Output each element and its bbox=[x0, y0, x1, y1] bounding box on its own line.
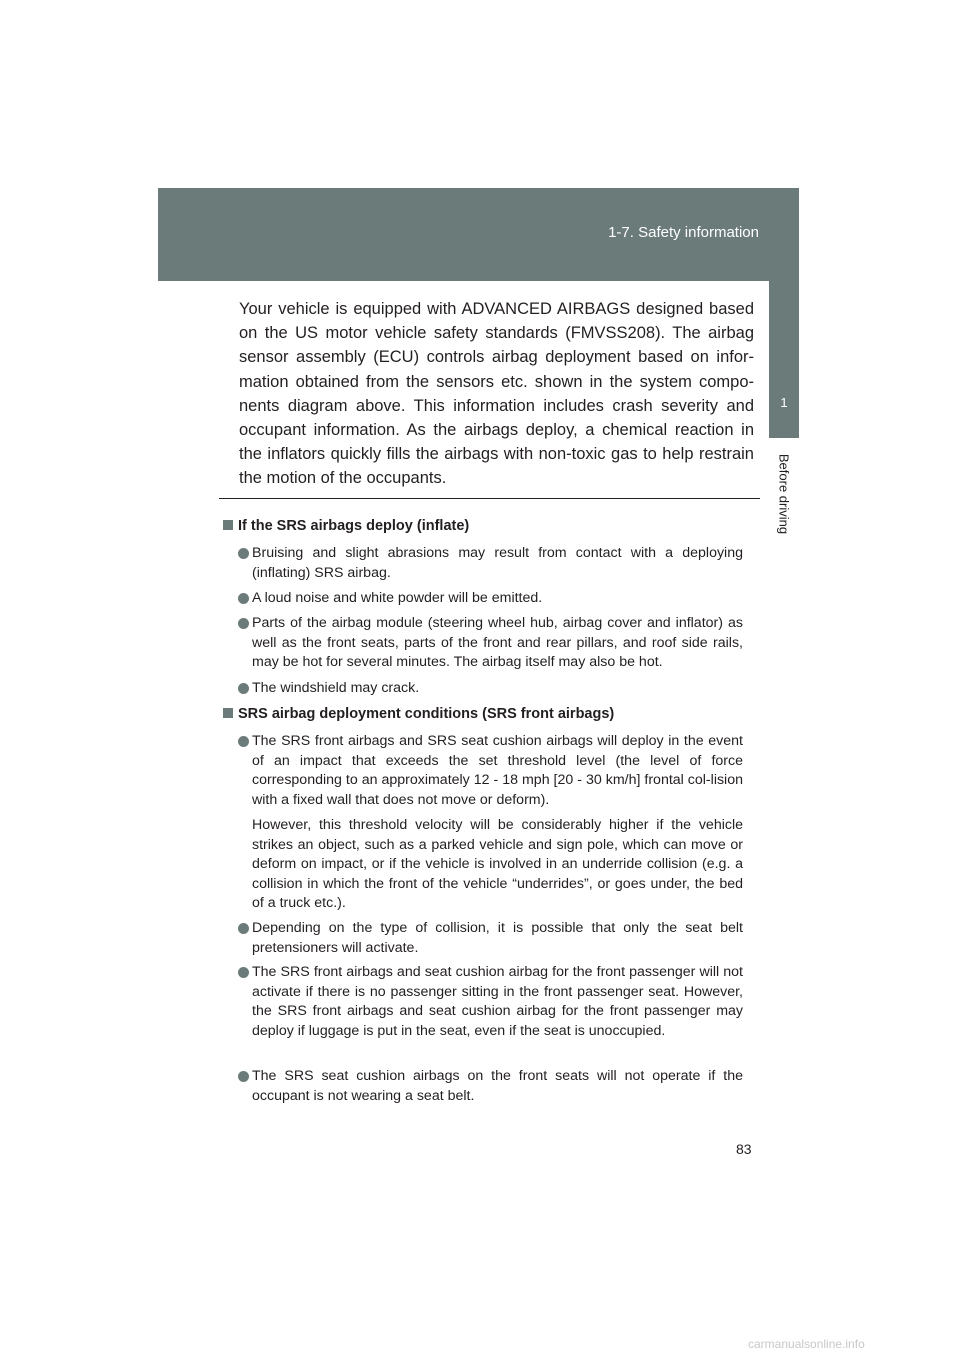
bullet-item bbox=[238, 589, 743, 609]
bullet-item bbox=[238, 919, 743, 958]
chapter-tab-top bbox=[769, 280, 799, 368]
section-heading-text: If the SRS airbags deploy (inflate) bbox=[238, 518, 470, 534]
chapter-title: Before driving bbox=[776, 453, 792, 535]
watermark: carmanualsonline.info bbox=[748, 1337, 865, 1351]
section-heading-text: SRS airbag deployment conditions (SRS front airbags) bbox=[238, 706, 615, 722]
bullet-item bbox=[238, 679, 743, 699]
bullet-text: A loud noise and white powder will be emitted. bbox=[252, 590, 543, 606]
circle-bullet-icon bbox=[238, 923, 249, 934]
bullet-item bbox=[238, 614, 743, 673]
square-bullet-icon bbox=[223, 520, 233, 530]
note-paragraph: However, this threshold velocity will be considerably higher if the vehicle strikes an object, such as a parked vehicle and sign pole, which can move or deform on impact, or if the vehicle is involved in an underride collision (e.g. a collision in which the front of the vehicle “underrides”, or goes under, the bed of a truck etc.). bbox=[252, 817, 743, 911]
circle-bullet-icon bbox=[238, 548, 249, 559]
chapter-number-tab: 1 bbox=[769, 368, 799, 438]
circle-bullet-icon bbox=[238, 683, 249, 694]
bullet-item bbox=[238, 1067, 743, 1106]
bullet-item bbox=[238, 732, 743, 810]
bullet-text: The SRS front airbags and SRS seat cushion airbags will deploy in the event of an impact that exceeds the set threshold level (the level of force corresponding to an approximately 12 - 18 mph [20 - 30 km/h] frontal col-lision with a fixed wall that does not move or deform). bbox=[252, 733, 743, 808]
bullet-item bbox=[238, 963, 743, 1041]
section-heading bbox=[223, 706, 614, 722]
bullet-text: The SRS front airbags and seat cushion airbag for the front passenger will not activate if there is no passenger sitting in the front passenger seat. However, the SRS front airbags and seat cushion airbag for the front passenger may deploy if luggage is put in the seat, even if the seat is unoccupied. bbox=[252, 964, 743, 1039]
circle-bullet-icon bbox=[238, 1071, 249, 1082]
circle-bullet-icon bbox=[238, 618, 249, 629]
section-title: 1-7. Safety information bbox=[608, 224, 759, 241]
intro-paragraph: Your vehicle is equipped with ADVANCED AIRBAGS designed based on the US motor vehicle safety standards (FMVSS208). The airbag sensor assembly (ECU) controls airbag deployment based on infor-mation obtained from the sensors etc. shown in the system compo-nents diagram above. This information includes crash severity and occupant information. As the airbags deploy, a chemical reaction in the inflators quickly fills the airbags with non-toxic gas to help restrain the motion of the occupants. bbox=[239, 300, 754, 488]
circle-bullet-icon bbox=[238, 736, 249, 747]
page-number: 83 bbox=[736, 1141, 752, 1157]
bullet-text: The windshield may crack. bbox=[252, 680, 420, 696]
bullet-text: Depending on the type of collision, it is possible that only the seat belt pretensioners will activate. bbox=[252, 920, 743, 956]
section-heading bbox=[223, 518, 469, 534]
bullet-text: The SRS seat cushion airbags on the front seats will not operate if the occupant is not wearing a seat belt. bbox=[252, 1068, 743, 1104]
bullet-item bbox=[238, 544, 743, 583]
square-bullet-icon bbox=[223, 708, 233, 718]
bullet-text: Parts of the airbag module (steering wheel hub, airbag cover and inflator) as well as the front seats, parts of the front and rear pillars, and roof side rails, may be hot for several minutes. The airbag itself may also be hot. bbox=[252, 615, 743, 670]
circle-bullet-icon bbox=[238, 593, 249, 604]
circle-bullet-icon bbox=[238, 967, 249, 978]
divider bbox=[219, 498, 760, 499]
section-header-bar bbox=[158, 188, 799, 281]
chapter-title-tab bbox=[770, 444, 798, 544]
bullet-text: Bruising and slight abrasions may result from contact with a deploying (inflating) SRS airbag. bbox=[252, 545, 743, 581]
